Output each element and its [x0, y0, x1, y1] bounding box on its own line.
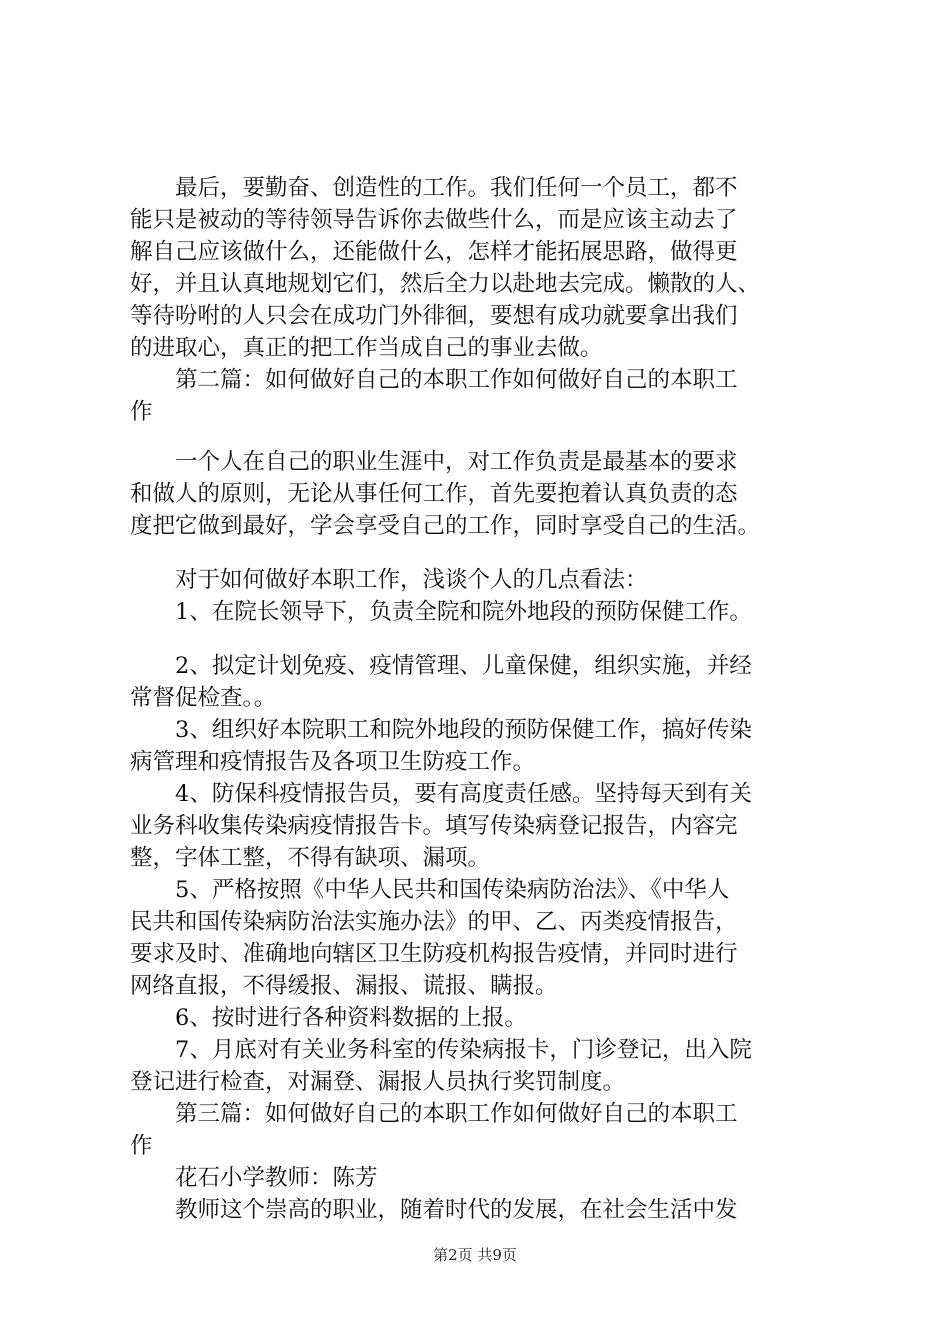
text-line: 6、按时进行各种资料数据的上报。: [130, 1005, 527, 1031]
text-line: 第二篇：如何做好自己的本职工作如何做好自己的本职工: [130, 367, 738, 393]
text-line: 业务科收集传染病疫情报告卡。填写传染病登记报告，内容完: [130, 813, 738, 839]
text-line: 整，字体工整，不得有缺项、漏项。: [130, 845, 491, 871]
paragraph-list: [130, 650, 836, 1258]
text-line: 登记进行检查，对漏登、漏报人员执行奖罚制度。: [130, 1069, 626, 1095]
text-line: 1、在院长领导下，负责全院和院外地段的预防保健工作。: [130, 599, 752, 625]
text-line: 要求及时、准确地向辖区卫生防疫机构报告疫情，并同时进行: [130, 941, 738, 967]
text-line: 常督促检查。。: [130, 685, 277, 711]
text-line: 民共和国传染病防治法实施办法》的甲、乙、丙类疫情报告，: [130, 909, 738, 935]
text-line: 好，并且认真地规划它们，然后全力以赴地去完成。懒散的人、: [130, 271, 761, 297]
paragraph-intro: [130, 446, 836, 542]
text-line: 花石小学教师：陈芳: [130, 1165, 378, 1191]
text-line: 等待吩咐的人只会在成功门外徘徊，要想有成功就要拿出我们: [130, 303, 738, 329]
text-line: 病管理和疫情报告及各项卫生防疫工作。: [130, 749, 536, 775]
text-line: 第三篇：如何做好自己的本职工作如何做好自己的本职工: [130, 1101, 738, 1127]
paragraph-views: [130, 564, 836, 628]
text-line: 作: [130, 1133, 153, 1159]
text-line: 解自己应该做什么，还能做什么，怎样才能拓展思路，做得更: [130, 239, 738, 265]
text-line: 3、组织好本院职工和院外地段的预防保健工作，搞好传染: [130, 717, 752, 743]
section-heading-2: [130, 364, 836, 428]
text-line: 一个人在自己的职业生涯中，对工作负责是最基本的要求: [130, 449, 738, 475]
text-line: 和做人的原则，无论从事任何工作，首先要抱着认真负责的态: [130, 481, 738, 507]
text-line: 教师这个崇高的职业，随着时代的发展，在社会生活中发: [130, 1197, 738, 1223]
text-line: 5、严格按照《中华人民共和国传染病防治法》、《中华人: [130, 877, 730, 903]
document-body: [130, 172, 836, 1258]
text-line: 4、防保科疫情报告员，要有高度责任感。坚持每天到有关: [130, 781, 752, 807]
text-line: 最后，要勤奋、创造性的工作。我们任何一个员工，都不: [130, 175, 738, 201]
text-line: 2、拟定计划免疫、疫情管理、儿童保健，组织实施，并经: [130, 653, 752, 679]
text-line: 7、月底对有关业务科室的传染病报卡，门诊登记，出入院: [130, 1037, 752, 1063]
text-line: 的进取心，真正的把工作当成自己的事业去做。: [130, 335, 603, 361]
text-line: 对于如何做好本职工作，浅谈个人的几点看法：: [130, 567, 648, 593]
text-line: 度把它做到最好，学会享受自己的工作，同时享受自己的生活。: [130, 513, 761, 539]
paragraph-conclusion: [130, 172, 836, 364]
page-footer: 第2页 共9页: [433, 1246, 517, 1264]
text-line: 网络直报，不得缓报、漏报、谎报、瞒报。: [130, 973, 558, 999]
text-line: 作: [130, 399, 153, 425]
text-line: 能只是被动的等待领导告诉你去做些什么，而是应该主动去了: [130, 207, 738, 233]
